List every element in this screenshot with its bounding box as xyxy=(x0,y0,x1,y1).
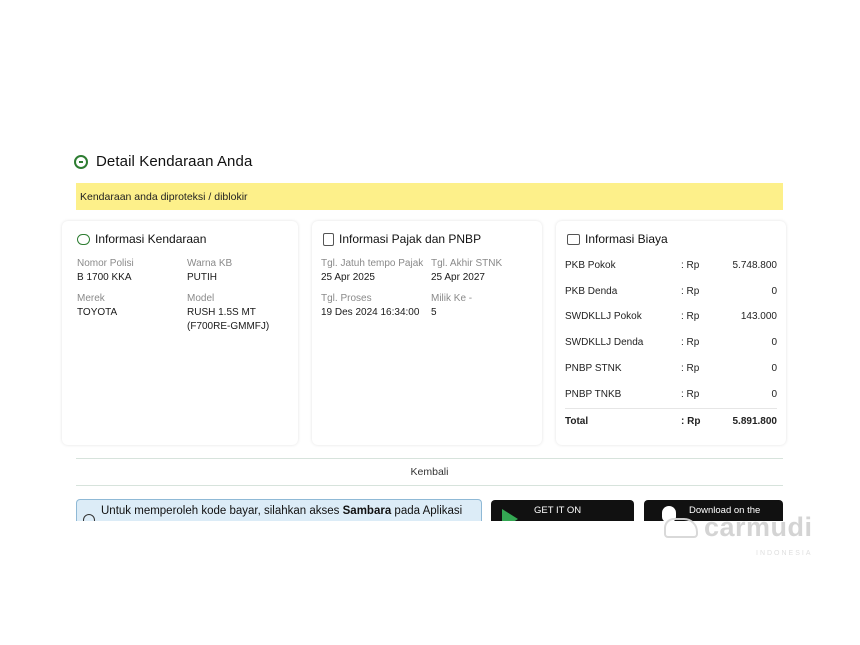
cost-value: 5.748.800 xyxy=(732,260,777,271)
cost-row xyxy=(565,389,777,403)
cost-name: PKB Pokok xyxy=(565,260,616,271)
cost-currency: : Rp xyxy=(681,286,700,297)
cost-currency: : Rp xyxy=(681,311,700,322)
cost-total-row xyxy=(565,416,777,430)
tax-info-title xyxy=(323,232,481,246)
milik-label: Milik Ke - xyxy=(431,293,473,304)
cost-value: 0 xyxy=(771,337,777,348)
nomor-polisi-field xyxy=(77,257,134,285)
nomor-polisi-value: B 1700 KKA xyxy=(77,272,132,283)
akhir-stnk-label: Tgl. Akhir STNK xyxy=(431,258,503,269)
milik-field xyxy=(431,292,472,320)
warna-field xyxy=(187,257,232,285)
model-value-line1: RUSH 1.5S MT xyxy=(187,307,256,318)
cost-value: 0 xyxy=(771,286,777,297)
cost-value: 0 xyxy=(771,389,777,400)
model-label: Model xyxy=(187,293,215,304)
cost-total-label: Total xyxy=(565,416,589,427)
merek-label: Merek xyxy=(77,293,105,304)
nomor-polisi-label: Nomor Polisi xyxy=(77,258,134,269)
cost-info-title xyxy=(567,232,668,246)
vehicle-info-card xyxy=(62,221,298,445)
info-icon xyxy=(83,514,95,521)
vehicle-info-title xyxy=(77,232,206,246)
cost-name: PNBP STNK xyxy=(565,363,622,374)
merek-field xyxy=(77,292,117,320)
proses-label: Tgl. Proses xyxy=(321,293,372,304)
proses-field xyxy=(321,292,419,320)
carmudi-watermark xyxy=(664,512,813,557)
cost-divider xyxy=(565,408,777,409)
watermark-brand: carmudi xyxy=(704,512,813,542)
cost-currency: : Rp xyxy=(681,363,700,374)
payment-code-info xyxy=(76,499,482,521)
cost-name: PNBP TNKB xyxy=(565,389,622,400)
model-value-line2: (F700RE-GMMFJ) xyxy=(187,321,270,332)
jatuh-tempo-label: Tgl. Jatuh tempo Pajak xyxy=(321,258,424,269)
cost-value: 143.000 xyxy=(740,311,777,322)
cost-value: 0 xyxy=(771,363,777,374)
page-header xyxy=(74,153,252,170)
info-text-after: pada Aplikasi xyxy=(391,505,463,517)
jatuh-tempo-field xyxy=(321,257,423,285)
cost-currency: : Rp xyxy=(681,260,700,271)
back-button[interactable]: Kembali xyxy=(76,458,783,486)
page-title: Detail Kendaraan Anda xyxy=(96,153,253,170)
cost-row xyxy=(565,286,777,300)
google-play-label: GET IT ON xyxy=(534,505,582,516)
cost-name: PKB Denda xyxy=(565,286,618,297)
vehicle-info-heading: Informasi Kendaraan xyxy=(95,232,207,246)
cost-name: SWDKLLJ Denda xyxy=(565,337,644,348)
cost-info-heading: Informasi Biaya xyxy=(585,232,668,246)
wallet-icon xyxy=(567,234,580,245)
google-play-button[interactable] xyxy=(491,500,634,521)
merek-value: TOYOTA xyxy=(77,307,118,318)
cost-row xyxy=(565,363,777,377)
shield-icon xyxy=(74,155,88,169)
tax-info-heading: Informasi Pajak dan PNBP xyxy=(339,232,482,246)
blocked-alert: Kendaraan anda diproteksi / diblokir xyxy=(76,183,783,210)
watermark-sub: INDONESIA xyxy=(756,550,813,557)
cost-currency: : Rp xyxy=(681,389,700,400)
cost-total-value: 5.891.800 xyxy=(732,416,777,427)
akhir-stnk-value: 25 Apr 2027 xyxy=(431,272,485,283)
model-field xyxy=(187,292,269,334)
app-store-label: Download on the xyxy=(689,505,761,516)
cost-name: SWDKLLJ Pokok xyxy=(565,311,642,322)
cost-currency: : Rp xyxy=(681,337,700,348)
google-play-icon xyxy=(502,509,518,521)
jatuh-tempo-value: 25 Apr 2025 xyxy=(321,272,375,283)
cost-row xyxy=(565,260,777,274)
cost-row xyxy=(565,311,777,325)
sambara-link[interactable]: Sambara xyxy=(342,505,392,517)
car-icon xyxy=(77,234,90,245)
document-icon xyxy=(323,233,334,246)
cost-currency: : Rp xyxy=(681,416,701,427)
warna-label: Warna KB xyxy=(187,258,233,269)
info-text-before: Untuk memperoleh kode bayar, silahkan akses xyxy=(101,505,343,517)
milik-value: 5 xyxy=(431,307,437,318)
akhir-stnk-field xyxy=(431,257,502,285)
cost-row xyxy=(565,337,777,351)
car-logo-icon xyxy=(664,518,698,538)
proses-value: 19 Des 2024 16:34:00 xyxy=(321,307,420,318)
cost-info-card xyxy=(556,221,786,445)
warna-value: PUTIH xyxy=(187,272,217,283)
tax-info-card xyxy=(312,221,542,445)
